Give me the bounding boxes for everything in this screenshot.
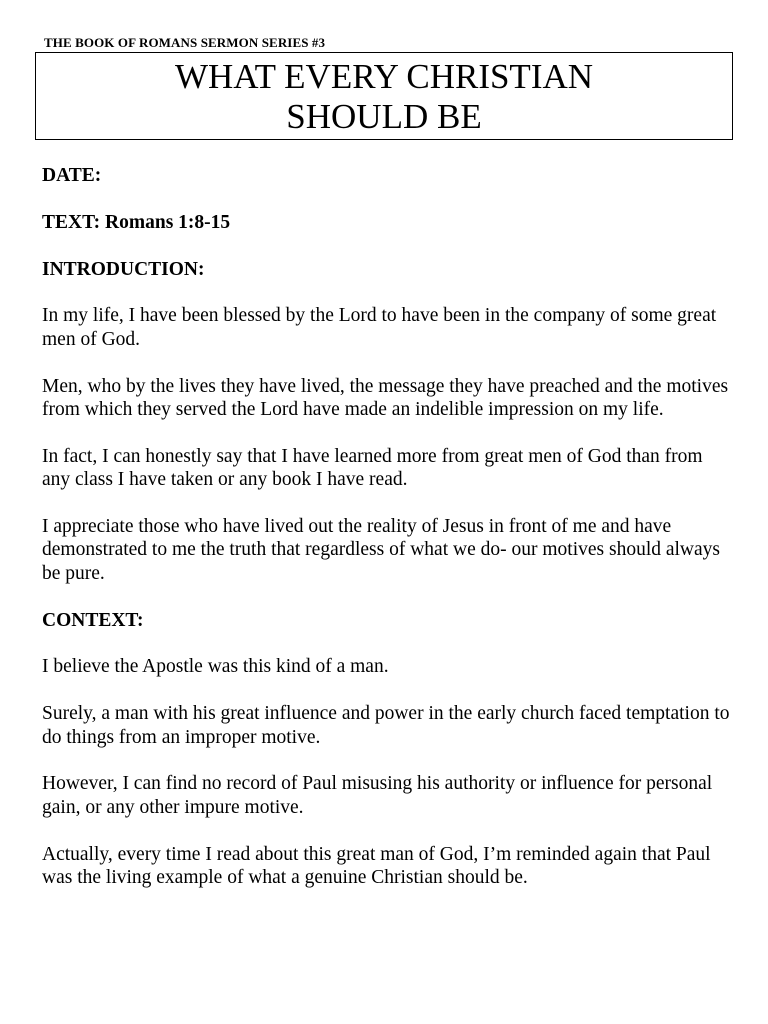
context-paragraph-3: However, I can find no record of Paul misusing his authority or influence for personal gain, or any other impure motive. [42, 773, 713, 818]
context-paragraph-1: I believe the Apostle was this kind of a man. [42, 656, 389, 678]
context-paragraph-4: Actually, every time I read about this great man of God, I’m reminded again that Paul was the living example of what a genuine Christian should be. [42, 843, 711, 889]
series-label: THE BOOK OF ROMANS SERMON SERIES #3 [44, 35, 326, 50]
intro-paragraph-4: I appreciate those who have lived out the reality of Jesus in front of me and have demonstrated to me the truth that regardless of what we do- our motives should always be pure. [42, 516, 721, 584]
introduction-heading: INTRODUCTION: [42, 258, 205, 280]
scripture-text-label: TEXT: Romans 1:8-15 [42, 211, 231, 233]
context-paragraph-2: Surely, a man with his great influence and power in the early church faced temptation to do things from an improper motive. [42, 703, 730, 748]
title-box [35, 52, 733, 140]
intro-paragraph-2: Men, who by the lives they have lived, the message they have preached and the motives from which they served the Lord have made an indelible impression on my life. [42, 375, 729, 420]
intro-paragraph-1: In my life, I have been blessed by the Lord to have been in the company of some great men of God. [42, 305, 717, 350]
context-heading: CONTEXT: [42, 609, 144, 631]
intro-paragraph-3: In fact, I can honestly say that I have learned more from great men of God than from any class I have taken or any book I have read. [42, 445, 703, 491]
title-line-1: WHAT EVERY CHRISTIAN [174, 57, 594, 96]
date-label: DATE: [42, 165, 102, 186]
sermon-body [42, 164, 732, 913]
title-line-2: SHOULD BE [286, 97, 482, 136]
